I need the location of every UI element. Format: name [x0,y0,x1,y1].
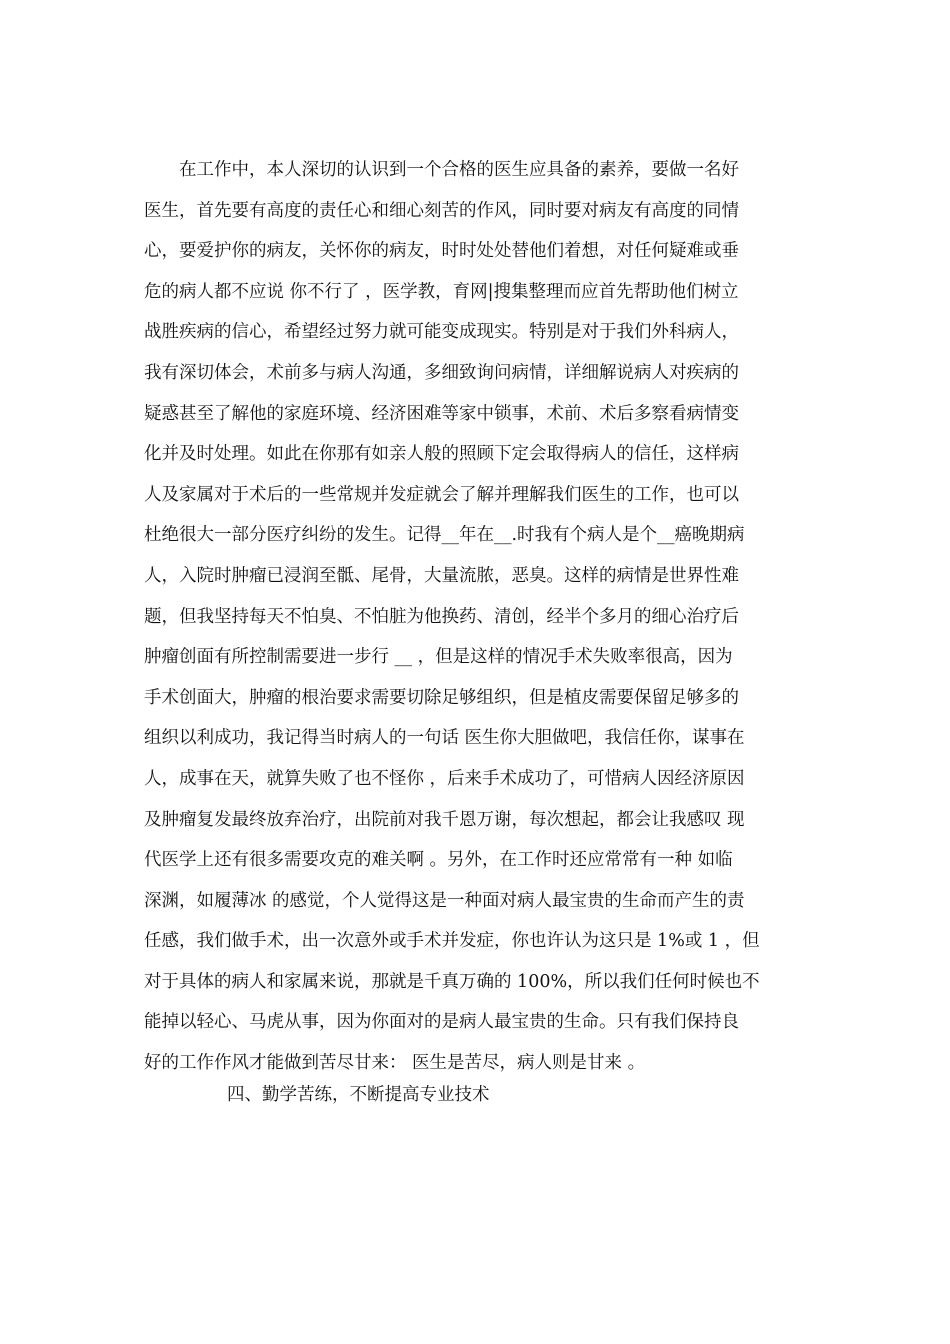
body-paragraph [144,150,806,1084]
paragraph-line: 及肿瘤复发最终放弃治疗，出院前对我千恩万谢，每次想起，都会让我感叹 现 [144,809,745,830]
paragraph-line: 在工作中，本人深切的认识到一个合格的医生应具备的素养，要做一名好 [144,160,739,180]
paragraph-line: 肿瘤创面有所控制需要进一步行 __ ，但是这样的情况手术失败率很高，因为 [144,647,733,668]
paragraph-line: 好的工作作风才能做到苦尽甘来： 医生是苦尽，病人则是甘来 。 [144,1053,646,1074]
paragraph-line: 能掉以轻心、马虎从事，因为你面对的是病人最宝贵的生命。只有我们保持良 [144,1012,739,1033]
paragraph-line: 深渊，如履薄冰 的感觉，个人觉得这是一种面对病人最宝贵的生命而产生的责 [144,890,745,911]
paragraph-line: 杜绝很大一部分医疗纠纷的发生。记得__年在__.时我有个病人是个__癌晚期病 [144,525,745,546]
paragraph-line: 心，要爱护你的病友，关怀你的病友，时时处处替他们着想，对任何疑难或垂 [144,241,739,262]
paragraph-line: 手术创面大，肿瘤的根治要求需要切除足够组织，但是植皮需要保留足够多的 [144,687,739,708]
paragraph-line: 战胜疾病的信心，希望经过努力就可能变成现实。特别是对于我们外科病人， [144,322,739,343]
paragraph-line: 化并及时处理。如此在你那有如亲人般的照顾下定会取得病人的信任，这样病 [144,444,739,465]
paragraph-line: 我有深切体会，术前多与病人沟通，多细致询问病情，详细解说病人对疾病的 [144,362,739,383]
paragraph-line: 题，但我坚持每天不怕臭、不怕脏为他换药、清创，经半个多月的细心治疗后 [144,606,739,627]
paragraph-line: 危的病人都不应说 你不行了 ，医学教，育网|搜集整理而应首先帮助他们树立 [144,281,739,302]
paragraph-line: 人及家属对于术后的一些常规并发症就会了解并理解我们医生的工作，也可以 [144,484,739,505]
paragraph-line: 组织以利成功，我记得当时病人的一句话 医生你大胆做吧，我信任你，谋事在 [144,728,745,749]
paragraph-line: 人，成事在天，就算失败了也不怪你 ，后来手术成功了，可惜病人因经济原因 [144,768,745,789]
paragraph-line: 代医学上还有很多需要攻克的难关啊 。另外，在工作时还应常常有一种 如临 [144,850,733,871]
section-heading: 四、勤学苦练，不断提高专业技术 [192,1085,490,1105]
paragraph-line: 医生，首先要有高度的责任心和细心刻苦的作风，同时要对病友有高度的同情 [144,200,739,221]
paragraph-line: 任感，我们做手术，出一次意外或手术并发症，你也许认为这只是 1%或 1 ，但 [144,931,760,952]
paragraph-line: 人，入院时肿瘤已浸润至骶、尾骨，大量流脓，恶臭。这样的病情是世界性难 [144,565,739,586]
paragraph-line: 疑惑甚至了解他的家庭环境、经济困难等家中锁事，术前、术后多察看病情变 [144,403,739,424]
paragraph-line: 对于具体的病人和家属来说，那就是千真万确的 100%，所以我们任何时候也不 [144,971,760,992]
